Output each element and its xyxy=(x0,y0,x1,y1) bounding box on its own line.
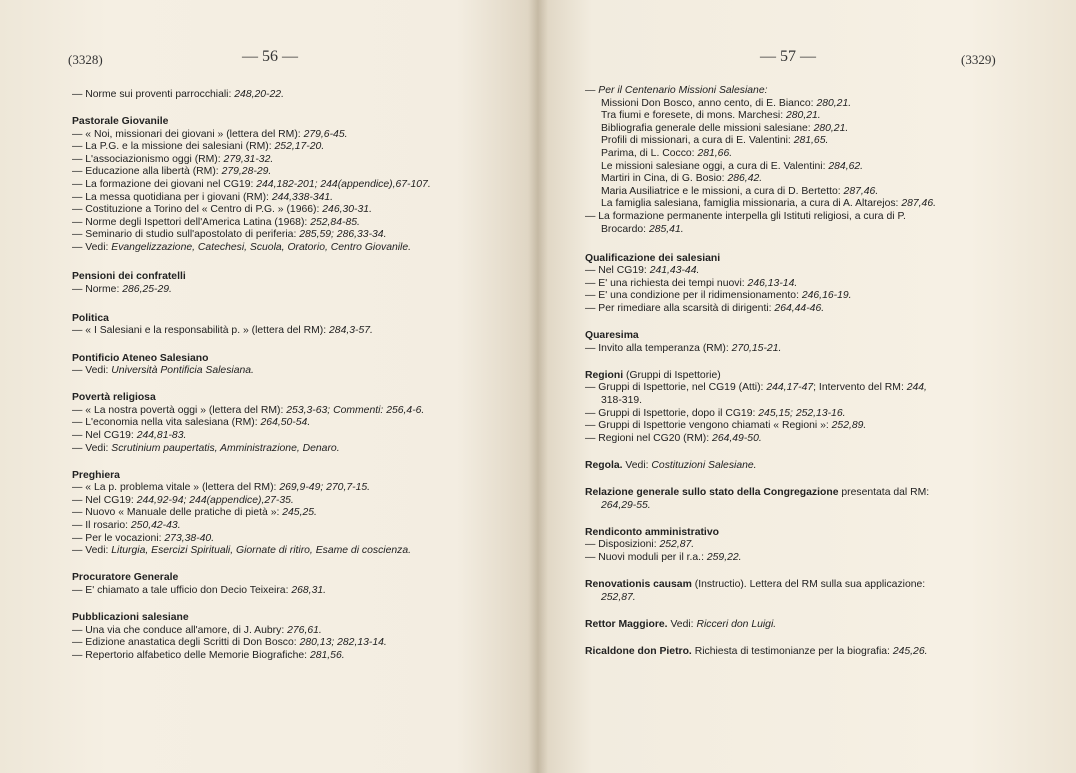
index-line: Relazione generale sullo stato della Congregazione presentata dal RM: xyxy=(585,486,930,498)
index-line: — Una via che conduce all'amore, di J. Aubry: 276,61. xyxy=(72,624,322,636)
book-gutter xyxy=(528,0,548,773)
index-line: Missioni Don Bosco, anno cento, di E. Bianco: 280,21. xyxy=(601,97,852,109)
index-line: — « I Salesiani e la responsabilità p. » (lettera del RM): 284,3-57. xyxy=(72,325,373,337)
index-line: 252,87. xyxy=(601,591,636,603)
index-line: — La P.G. e la missione dei salesiani (RM): 252,17-20. xyxy=(72,141,325,153)
right-page-code: (3329) xyxy=(961,52,996,67)
entry-heading: Politica xyxy=(72,312,109,324)
index-entry xyxy=(585,487,1003,512)
index-line: — Norme: 286,25-29. xyxy=(72,283,172,295)
index-entry xyxy=(585,460,1003,473)
index-line: — Seminario di studio sull'apostolato di periferia: 285,59; 286,33-34. xyxy=(72,229,387,241)
index-line: — L'associazionismo oggi (RM): 279,31-32. xyxy=(72,153,274,165)
index-line: — Il rosario: 250,42-43. xyxy=(72,520,181,532)
index-line: — E' una richiesta dei tempi nuovi: 246,13-14. xyxy=(585,277,798,289)
entry-heading: Quaresima xyxy=(585,330,639,342)
entry-heading: Regola. xyxy=(585,459,623,471)
index-line: — Regioni nel CG20 (RM): 264,49-50. xyxy=(585,432,762,444)
left-index-content xyxy=(72,89,490,662)
index-line: — Norme degli Ispettori dell'America Latina (1968): 252,84-85. xyxy=(72,216,360,228)
index-entry xyxy=(585,579,1003,604)
entry-heading: Povertà religiosa xyxy=(72,392,156,404)
index-line: — Norme sui proventi parrocchiali: 248,20-22. xyxy=(72,89,284,100)
index-line: — Gruppi di Ispettorie, dopo il CG19: 245,15; 252,13-16. xyxy=(585,407,846,419)
index-line: — Gruppi di Ispettorie, nel CG19 (Atti): 244,17-47; Intervento del RM: 244, xyxy=(585,382,927,394)
entry-heading: Ricaldone don Pietro. xyxy=(585,645,692,657)
index-line: Bibliografia generale delle missioni salesiane: 280,21. xyxy=(601,122,849,134)
index-line: — Invito alla temperanza (RM): 270,15-21. xyxy=(585,342,782,354)
index-line: Rettor Maggiore. Vedi: Ricceri don Luigi. xyxy=(585,618,777,630)
index-line: — Vedi: Scrutinium paupertatis, Amministrazione, Denaro. xyxy=(72,442,340,454)
index-line: Renovationis causam (Instructio). Lettera del RM sulla sua applicazione: xyxy=(585,578,926,590)
entry-heading: Qualificazione dei salesiani xyxy=(585,252,721,264)
index-line: — Nel CG19: 244,92-94; 244(appendice),27-35. xyxy=(72,494,294,506)
right-page-number: — 57 — xyxy=(760,48,816,65)
index-entry xyxy=(72,470,490,558)
index-line: Martiri in Cina, di G. Bosio: 286,42. xyxy=(601,173,763,185)
index-line: — Vedi: Liturgia, Esercizi Spirituali, Giornate di ritiro, Esame di coscienza. xyxy=(72,545,411,557)
index-entry xyxy=(72,89,490,102)
index-line: — La formazione permanente interpella gli Istituti religiosi, a cura di P. xyxy=(585,210,906,222)
index-line: — Per rimediare alla scarsità di dirigenti: 264,44-46. xyxy=(585,303,825,314)
index-subheading: — Per il Centenario Missioni Salesiane: xyxy=(585,85,768,96)
index-line: Maria Ausiliatrice e le missioni, a cura di D. Bertetto: 287,46. xyxy=(601,185,879,197)
entry-heading: Regioni xyxy=(585,369,624,381)
index-entry xyxy=(72,353,490,378)
index-line: — Vedi: Università Pontificia Salesiana. xyxy=(72,365,254,377)
index-entry xyxy=(585,330,1003,355)
index-line: Regola. Vedi: Costituzioni Salesiane. xyxy=(585,459,757,471)
index-line: Le missioni salesiane oggi, a cura di E. Valentini: 284,62. xyxy=(601,160,864,172)
index-entry xyxy=(72,313,490,338)
index-line: — Repertorio alfabetico delle Memorie Biografiche: 281,56. xyxy=(72,649,345,661)
index-line: Brocardo: 285,41. xyxy=(601,223,684,235)
left-page-number: — 56 — xyxy=(242,48,298,65)
right-index-content xyxy=(585,85,1003,658)
index-line: La famiglia salesiana, famiglia missionaria, a cura di A. Altarejos: 287,46. xyxy=(601,198,936,210)
index-line: — Gruppi di Ispettorie vengono chiamati « Regioni »: 252,89. xyxy=(585,420,867,432)
left-page-code: (3328) xyxy=(68,52,103,67)
index-line: — Vedi: Evangelizzazione, Catechesi, Scuola, Oratorio, Centro Giovanile. xyxy=(72,242,412,254)
index-line: — Disposizioni: 252,87. xyxy=(585,539,695,551)
index-line: — La messa quotidiana per i giovani (RM): 244,338-341. xyxy=(72,191,334,203)
index-line: — Nuovo « Manuale delle pratiche di pietà »: 245,25. xyxy=(72,507,317,519)
index-entry xyxy=(585,85,1003,236)
index-entry xyxy=(585,646,1003,659)
index-entry xyxy=(72,271,490,296)
entry-heading: Preghiera xyxy=(72,469,120,481)
index-line: Ricaldone don Pietro. Richiesta di testimonianze per la biografia: 245,26. xyxy=(585,645,928,657)
index-line: Tra fiumi e foresete, di mons. Marchesi: 280,21. xyxy=(601,110,821,122)
index-line: — Educazione alla libertà (RM): 279,28-29. xyxy=(72,166,272,178)
entry-heading: Rettor Maggiore. xyxy=(585,618,668,630)
entry-heading: Relazione generale sullo stato della Congregazione xyxy=(585,486,839,498)
index-line: Regioni (Gruppi di Ispettorie) xyxy=(585,369,721,381)
index-entry xyxy=(585,370,1003,446)
index-entry xyxy=(585,253,1003,316)
entry-heading: Pontificio Ateneo Salesiano xyxy=(72,352,209,364)
index-line: — Nuovi moduli per il r.a.: 259,22. xyxy=(585,551,742,563)
index-line: — E' una condizione per il ridimensionamento: 246,16-19. xyxy=(585,290,852,302)
index-line: Profili di missionari, a cura di E. Valentini: 281,65. xyxy=(601,135,829,147)
entry-heading: Pubblicazioni salesiane xyxy=(72,612,189,623)
index-line: — Costituzione a Torino del « Centro di P.G. » (1966): 246,30-31. xyxy=(72,204,372,216)
index-line: — « Noi, missionari dei giovani » (lettera del RM): 279,6-45. xyxy=(72,128,348,140)
entry-heading: Pastorale Giovanile xyxy=(72,116,169,128)
index-line: — E' chiamato a tale ufficio don Decio Teixeira: 268,31. xyxy=(72,584,327,596)
entry-heading: Procuratore Generale xyxy=(72,572,179,584)
index-line: — « La nostra povertà oggi » (lettera del RM): 253,3-63; Commenti: 256,4-6. xyxy=(72,404,425,416)
right-page xyxy=(538,0,1076,773)
index-line: — Edizione anastatica degli Scritti di Don Bosco: 280,13; 282,13-14. xyxy=(72,637,387,649)
index-line: 318-319. xyxy=(601,394,643,406)
index-entry xyxy=(72,392,490,455)
index-line: — Per le vocazioni: 273,38-40. xyxy=(72,532,215,544)
entry-heading: Rendiconto amministrativo xyxy=(585,526,719,538)
entry-heading: Pensioni dei confratelli xyxy=(72,271,186,283)
index-entry xyxy=(585,619,1003,632)
index-line: — Nel CG19: 244,81-83. xyxy=(72,429,187,441)
index-entry xyxy=(72,116,490,255)
index-entry xyxy=(585,527,1003,565)
entry-heading: Renovationis causam xyxy=(585,578,692,590)
index-line: — « La p. problema vitale » (lettera del RM): 269,9-49; 270,7-15. xyxy=(72,482,371,494)
index-line: — La formazione dei giovani nel CG19: 244,182-201; 244(appendice),67-107. xyxy=(72,179,431,191)
index-entry xyxy=(72,572,490,597)
index-line: — L'economia nella vita salesiana (RM): 264,50-54. xyxy=(72,417,311,429)
index-line: 264,29-55. xyxy=(601,499,651,511)
index-line: Parima, di L. Cocco: 281,66. xyxy=(601,147,733,159)
index-entry xyxy=(72,612,490,662)
index-line: — Nel CG19: 241,43-44. xyxy=(585,265,700,277)
